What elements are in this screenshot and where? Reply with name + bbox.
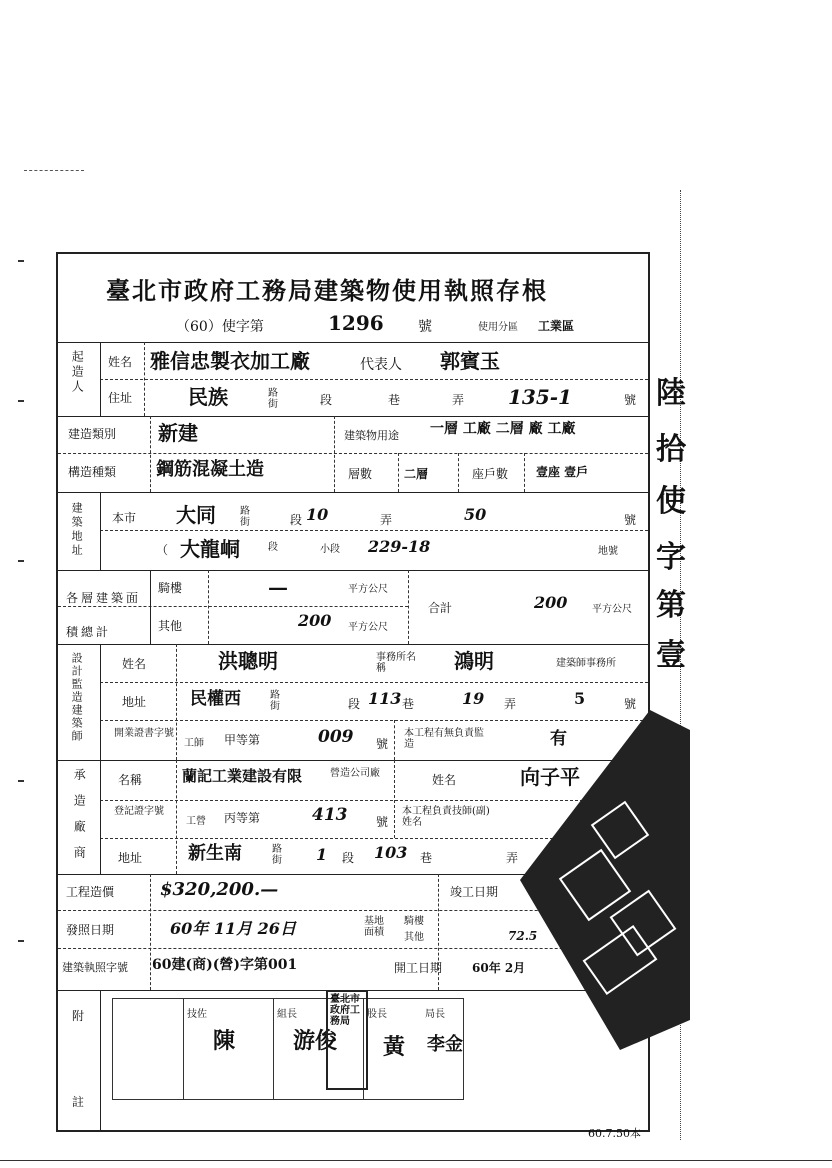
applicant-name-value: 雅信忠製衣加工廠 bbox=[150, 349, 310, 373]
contractor-addr-nong: 弄 bbox=[506, 851, 519, 865]
supervisor-value: 有 bbox=[550, 729, 567, 749]
area-section-label: 各層建築面積總計 bbox=[66, 591, 142, 639]
side-char-1: 陸 bbox=[656, 376, 686, 411]
architect-section-label: 設計監造建築師 bbox=[70, 652, 84, 743]
architect-nong-value: 19 bbox=[462, 689, 485, 708]
building-use-label: 建築物用途 bbox=[344, 429, 399, 442]
applicant-rep-label: 代表人 bbox=[360, 357, 402, 373]
architect-name-value: 洪聰明 bbox=[218, 649, 278, 673]
reg-suffix: 號 bbox=[376, 815, 389, 829]
total-unit: 平方公尺 bbox=[592, 604, 632, 615]
other-label: 其他 bbox=[158, 619, 183, 633]
contractor-addr-duan-value: 1 bbox=[316, 845, 328, 864]
permit-number: 1296 bbox=[328, 311, 384, 335]
floors-label: 層數 bbox=[348, 467, 373, 481]
office-value: 鴻明 bbox=[454, 649, 494, 673]
top-stray-line bbox=[24, 170, 84, 171]
total-value: 200 bbox=[534, 593, 568, 612]
architect-hao: 號 bbox=[624, 697, 637, 711]
base-arcade: 騎樓 bbox=[404, 916, 424, 927]
applicant-name-label: 姓名 bbox=[108, 355, 133, 369]
office-suffix: 建築師事務所 bbox=[556, 658, 616, 669]
reg-no: 413 bbox=[312, 805, 348, 825]
applicant-addr-label: 住址 bbox=[108, 391, 133, 405]
site-district: 大龍峒 bbox=[180, 537, 240, 561]
side-char-2: 拾 bbox=[656, 432, 686, 467]
tech-label: 本工程負責技師(副)姓名 bbox=[402, 806, 490, 828]
applicant-rep-value: 郭賓玉 bbox=[440, 349, 500, 373]
office-label: 事務所名稱 bbox=[376, 652, 416, 674]
supervisor-label: 本工程有無負責監造 bbox=[404, 728, 484, 750]
architect-road-unit: 路街 bbox=[270, 690, 280, 712]
applicant-road-unit: 路街 bbox=[268, 388, 278, 410]
notes-label-bottom: 註 bbox=[72, 1095, 85, 1109]
building-use-value: 一層 工廠 二層 廠 工廠 bbox=[430, 421, 576, 437]
applicant-number: 135-1 bbox=[508, 385, 572, 409]
permit-value: 60建(商)(營)字第001 bbox=[152, 957, 298, 973]
architect-xiang: 巷 bbox=[402, 697, 415, 711]
contractor-addr-label: 地址 bbox=[118, 851, 143, 865]
reg-prefix: 工營 bbox=[186, 816, 206, 827]
bottom-page-edge bbox=[0, 1160, 832, 1161]
official-seal: 臺北市政府工務局 bbox=[326, 990, 368, 1090]
permit-prefix: （60）使字第 bbox=[176, 319, 264, 335]
architect-addr-label: 地址 bbox=[122, 695, 147, 709]
side-char-3: 使 bbox=[656, 484, 686, 519]
architect-road: 民權西 bbox=[190, 689, 241, 709]
license-prefix: 工師 bbox=[184, 738, 204, 749]
site-duan-value: 10 bbox=[306, 505, 329, 524]
site-subsection: 小段 bbox=[320, 544, 340, 555]
architect-hao-value: 5 bbox=[574, 689, 586, 708]
total-label: 合計 bbox=[428, 601, 453, 615]
structure-label: 構造種類 bbox=[68, 465, 117, 479]
site-city: 本市 bbox=[112, 511, 137, 525]
sig-label-1: 技佐 bbox=[187, 1009, 207, 1020]
arcade-unit: 平方公尺 bbox=[348, 584, 388, 595]
floors-value: 二層 bbox=[404, 467, 429, 481]
architect-xiang-value: 113 bbox=[368, 689, 402, 708]
signature-strip bbox=[112, 998, 464, 1100]
applicant-nong: 弄 bbox=[452, 393, 465, 407]
contractor-addr-xiang-value: 103 bbox=[374, 843, 408, 862]
site-hao: 號 bbox=[624, 513, 637, 527]
form-title: 臺北市政府工務局建築物使用執照存根 bbox=[106, 276, 548, 305]
contractor-name-label: 名稱 bbox=[118, 773, 143, 787]
overlapping-sheet bbox=[500, 690, 690, 1050]
contractor-name-value: 蘭記工業建設有限 bbox=[182, 767, 303, 785]
side-char-6: 壹 bbox=[656, 638, 686, 673]
sig-name-1: 陳 bbox=[213, 1028, 236, 1054]
contractor-addr-road-unit: 路街 bbox=[272, 844, 282, 866]
site-duan: 段 bbox=[290, 513, 303, 527]
issue-label: 發照日期 bbox=[66, 923, 115, 937]
base-other: 其他 bbox=[404, 932, 424, 943]
permit-suffix: 號 bbox=[418, 319, 432, 335]
site-number-value: 50 bbox=[464, 505, 487, 524]
architect-nong: 弄 bbox=[504, 697, 517, 711]
structure-value: 鋼筋混凝土造 bbox=[156, 459, 264, 480]
arcade-value: — bbox=[268, 575, 288, 599]
contractor-addr-duan: 段 bbox=[342, 851, 355, 865]
zone-label: 使用分區 bbox=[478, 322, 518, 333]
building-type-label: 建造類別 bbox=[68, 427, 117, 441]
reg-grade: 丙等第 bbox=[224, 811, 261, 825]
site-road-unit: 路街 bbox=[240, 506, 250, 528]
contractor-name-suffix: 營造公司廠 bbox=[330, 768, 380, 779]
base-label: 基地面積 bbox=[364, 916, 384, 938]
base-other-value: 72.5 bbox=[508, 929, 538, 943]
contractor-person-value: 向子平 bbox=[520, 765, 580, 789]
side-char-5: 第 bbox=[656, 588, 686, 623]
reg-label: 登記證字號 bbox=[114, 806, 164, 817]
license-no: 009 bbox=[318, 727, 354, 747]
site-road: 大同 bbox=[176, 503, 216, 527]
margin-marks bbox=[18, 260, 28, 960]
site-lot-suffix: 地號 bbox=[598, 546, 618, 557]
side-char-4: 字 bbox=[656, 540, 686, 575]
applicant-hao: 號 bbox=[624, 393, 637, 407]
sig-label-3: 股長 bbox=[367, 1009, 387, 1020]
site-nong: 弄 bbox=[380, 513, 393, 527]
license-grade: 甲等第 bbox=[224, 733, 261, 747]
sig-label-2: 組長 bbox=[277, 1009, 297, 1020]
sig-label-4: 局長 bbox=[425, 1009, 445, 1020]
license-label: 開業證書字號 bbox=[114, 728, 174, 739]
site-open-paren: （ bbox=[156, 543, 169, 557]
cost-label: 工程造價 bbox=[66, 885, 115, 899]
building-type-value: 新建 bbox=[158, 421, 198, 445]
permit-label: 建築執照字號 bbox=[62, 961, 128, 974]
arcade-label: 騎樓 bbox=[158, 581, 183, 595]
sig-name-3: 黃 bbox=[383, 1034, 406, 1060]
cost-value: $320,200.— bbox=[160, 879, 279, 900]
sig-name-4: 李金 bbox=[427, 1034, 463, 1055]
architect-duan: 段 bbox=[348, 697, 361, 711]
sig-name-2: 游俊 bbox=[293, 1028, 338, 1054]
site-lot: 229-18 bbox=[368, 537, 431, 556]
architect-name-label: 姓名 bbox=[122, 657, 147, 671]
issue-value: 60年 11月 26日 bbox=[170, 919, 296, 938]
contractor-section-label: 承造廠商 bbox=[72, 768, 87, 872]
applicant-duan: 段 bbox=[320, 393, 333, 407]
applicant-road: 民族 bbox=[188, 385, 228, 409]
license-suffix: 號 bbox=[376, 737, 389, 751]
site-section-label: 建築地址 bbox=[70, 502, 84, 558]
start-label: 開工日期 bbox=[394, 961, 443, 975]
contractor-addr-xiang: 巷 bbox=[420, 851, 433, 865]
other-value: 200 bbox=[298, 611, 332, 630]
households-label: 座戶數 bbox=[472, 467, 509, 481]
start-value: 60年 2月 bbox=[472, 961, 526, 975]
site-district-unit: 段 bbox=[268, 542, 278, 553]
zone-value: 工業區 bbox=[538, 319, 575, 333]
notes-label-top: 附 bbox=[72, 1009, 85, 1023]
applicant-section-label: 起造人 bbox=[70, 350, 85, 395]
print-code: 60.7.50本 bbox=[588, 1127, 641, 1140]
other-unit: 平方公尺 bbox=[348, 622, 388, 633]
completion-label: 竣工日期 bbox=[450, 885, 499, 899]
households-value: 壹座 壹戶 bbox=[536, 465, 589, 479]
applicant-xiang: 巷 bbox=[388, 393, 401, 407]
contractor-person-label: 姓名 bbox=[432, 773, 457, 787]
contractor-addr-road: 新生南 bbox=[188, 843, 242, 864]
